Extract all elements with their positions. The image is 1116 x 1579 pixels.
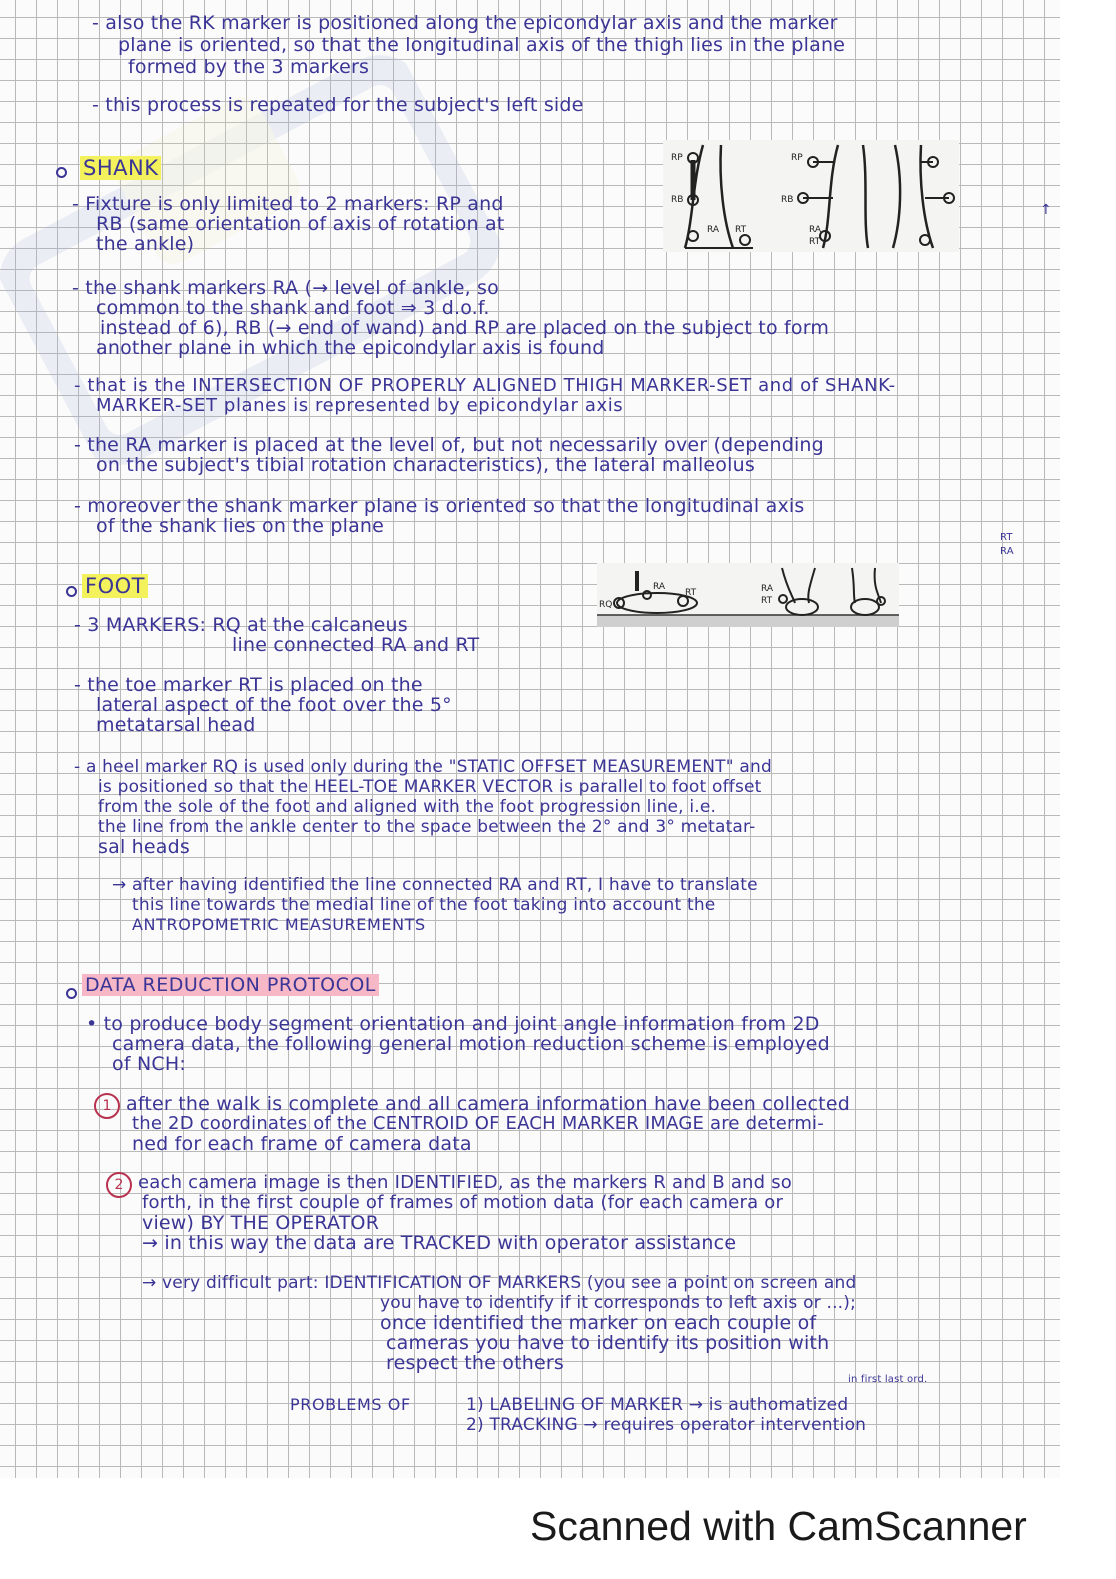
problems-label: PROBLEMS OF: [290, 1395, 411, 1414]
margin-mark: ↑: [1040, 202, 1052, 218]
note-line: - moreover the shank marker plane is oriented so that the longitudinal axis: [74, 495, 805, 517]
note-line: formed by the 3 markers: [128, 56, 370, 78]
note-line: - a heel marker RQ is used only during the "STATIC OFFSET MEASUREMENT" and: [74, 757, 772, 777]
note-line: → very difficult part: IDENTIFICATION OF MARKERS (you see a point on screen and: [142, 1273, 857, 1293]
foot-marker-figure: [597, 563, 899, 627]
note-line: - Fixture is only limited to 2 markers: RP and: [72, 193, 504, 215]
note-line: once identified the marker on each couple of: [380, 1312, 817, 1334]
note-line: cameras you have to identify its position with: [386, 1332, 830, 1354]
note-line: is positioned so that the HEEL-TOE MARKER VECTOR is parallel to foot offset: [98, 777, 762, 797]
note-line: - the RA marker is placed at the level of, but not necessarily over (depending: [74, 434, 824, 456]
margin-mark: RA: [1000, 546, 1014, 557]
figure-label: RQ: [599, 600, 613, 610]
note-line: - that is the INTERSECTION OF PROPERLY ALIGNED THIGH MARKER-SET and of SHANK-: [74, 375, 896, 396]
camscanner-footer: Scanned with CamScanner: [530, 1503, 1027, 1549]
note-line: 2) TRACKING → requires operator intervention: [466, 1415, 867, 1435]
note-line: forth, in the first couple of frames of motion data (for each camera or: [142, 1192, 784, 1213]
note-line: the 2D coordinates of the CENTROID OF EACH MARKER IMAGE are determi-: [132, 1113, 824, 1134]
note-line: after the walk is complete and all camera information have been collected: [126, 1093, 850, 1115]
figure-label: RT: [685, 588, 697, 598]
figure-label: RB: [671, 195, 684, 205]
note-line: MARKER-SET planes is represented by epicondylar axis: [96, 395, 624, 416]
note-line: - also the RK marker is positioned along the epicondylar axis and the marker: [92, 12, 838, 34]
note-line: respect the others: [386, 1352, 565, 1374]
note-line: plane is oriented, so that the longitudinal axis of the thigh lies in the plane: [118, 34, 846, 56]
figure-label: RP: [791, 153, 803, 163]
note-line: ned for each frame of camera data: [132, 1133, 472, 1155]
note-line: → in this way the data are TRACKED with operator assistance: [142, 1232, 737, 1254]
section-heading-data-reduction: DATA REDUCTION PROTOCOL: [82, 974, 379, 996]
note-line: - the toe marker RT is placed on the: [74, 674, 423, 696]
note-line: • to produce body segment orientation and joint angle information from 2D: [86, 1013, 820, 1035]
note-line: common to the shank and foot ⇒ 3 d.o.f.: [96, 297, 490, 319]
note-line: - the shank markers RA (→ level of ankle, so: [72, 277, 499, 299]
figure-label: RT: [809, 237, 821, 247]
note-line: the ankle): [96, 233, 195, 255]
note-line: the line from the ankle center to the space between the 2° and 3° metatar-: [98, 817, 756, 837]
note-line: - 3 MARKERS: RQ at the calcaneus: [74, 614, 408, 636]
note-line: view) BY THE OPERATOR: [142, 1212, 380, 1234]
figure-label: RA: [707, 225, 720, 235]
figure-label: RP: [671, 153, 683, 163]
note-line: - this process is repeated for the subject's left side: [92, 94, 584, 116]
note-line: of the shank lies on the plane: [96, 515, 385, 537]
note-line: on the subject's tibial rotation characteristics), the lateral malleolus: [96, 454, 755, 476]
note-line: 1) LABELING OF MARKER → is authomatized: [466, 1395, 849, 1415]
figure-label: RA: [653, 582, 666, 592]
note-line: sal heads: [98, 836, 190, 858]
note-line: you have to identify if it corresponds to left axis or ...);: [380, 1293, 857, 1313]
section-bullet: [56, 167, 67, 178]
section-heading-shank: SHANK: [80, 156, 161, 180]
note-line: another plane in which the epicondylar axis is found: [96, 337, 605, 359]
note-line: each camera image is then IDENTIFIED, as the markers R and B and so: [138, 1172, 792, 1193]
figure-label: RA: [761, 584, 774, 594]
shank-diagram: [663, 140, 959, 252]
figure-label: RA: [809, 225, 822, 235]
note-line: RB (same orientation of axis of rotation at: [96, 213, 505, 235]
step-number: 1: [94, 1093, 120, 1119]
note-line: of NCH:: [112, 1053, 186, 1075]
figure-label: RT: [735, 225, 747, 235]
side-note: in first last ord.: [848, 1374, 928, 1385]
figure-label: RB: [781, 195, 794, 205]
note-line: ANTROPOMETRIC MEASUREMENTS: [132, 915, 426, 934]
foot-diagram: [597, 563, 899, 627]
section-heading-foot: FOOT: [82, 574, 148, 598]
note-line: this line towards the medial line of the foot taking into account the: [132, 895, 716, 915]
note-line: from the sole of the foot and aligned with the foot progression line, i.e.: [98, 797, 717, 817]
note-line: camera data, the following general motion reduction scheme is employed: [112, 1033, 830, 1055]
section-bullet: [66, 586, 77, 597]
note-line: line connected RA and RT: [232, 634, 480, 656]
section-bullet: [66, 988, 77, 999]
margin-mark: RT: [1000, 532, 1013, 543]
watermark-logo: [0, 20, 523, 501]
shank-marker-figure: [663, 140, 959, 252]
figure-label: RT: [761, 596, 773, 606]
note-line: metatarsal head: [96, 714, 256, 736]
note-line: instead of 6), RB (→ end of wand) and RP are placed on the subject to form: [100, 317, 830, 339]
step-number: 2: [106, 1172, 132, 1198]
note-line: → after having identified the line connected RA and RT, I have to translate: [112, 875, 758, 895]
note-line: lateral aspect of the foot over the 5°: [96, 694, 452, 716]
